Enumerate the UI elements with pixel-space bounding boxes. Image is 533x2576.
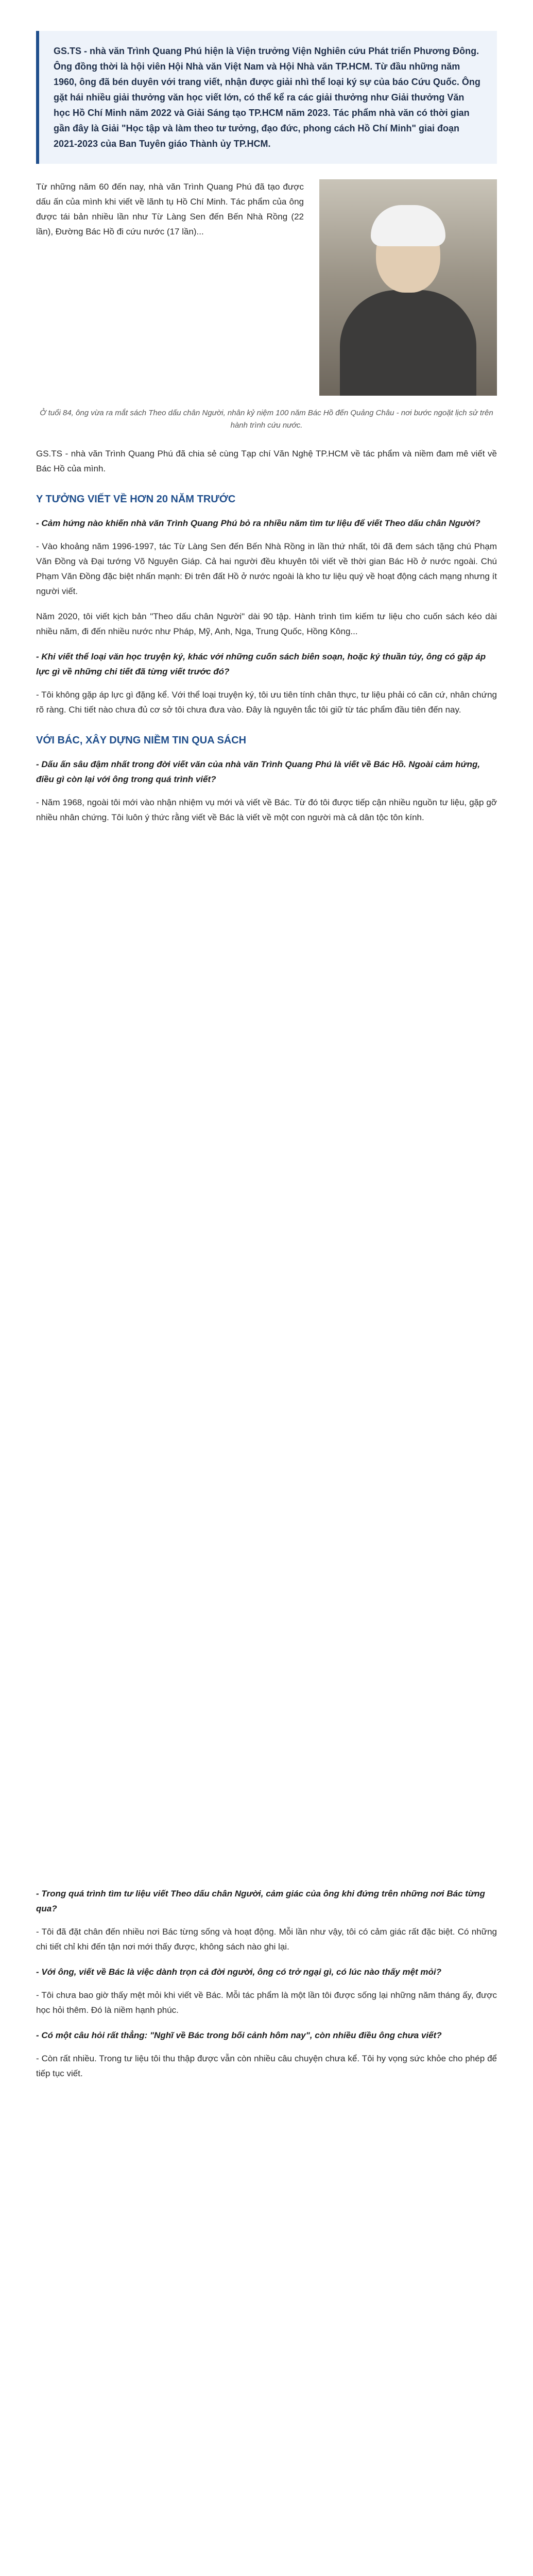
- photo-caption: Ở tuổi 84, ông vừa ra mắt sách Theo dấu chân Người, nhân kỷ niệm 100 năm Bác Hồ đến Quảng Châu - nơi bước ngoặt lịch sử trên hành trình cứu nước.: [40, 409, 493, 430]
- interview-question: - Khi viết thể loại văn học truyện ký, khác với những cuốn sách biên soạn, hoặc ký thuần túy, ông có gặp áp lực gì về những chi tiết đã từng viết trước đó?: [36, 652, 486, 676]
- paragraph: - Vào khoảng năm 1996-1997, tác Từ Làng Sen đến Bến Nhà Rồng in lần thứ nhất, tôi đã đem sách tặng chú Phạm Văn Đồng và Đại tướng Võ Nguyên Giáp. Cả hai người đều khuyên tôi viết về thời gian Bác Hồ ở nước ngoài. Chú Phạm Văn Đồng đặc biệt nhấn mạnh: Đi trên đất Hồ ở nước ngoài là kho tư liệu quý về hoạt động cách mạng nhưng ít người viết.: [36, 541, 497, 596]
- paragraph: - Còn rất nhiều. Trong tư liệu tôi thu thập được vẫn còn nhiều câu chuyện chưa kể. Tôi hy vọng sức khỏe cho phép để tiếp tục viết.: [36, 2054, 497, 2078]
- intro-box: GS.TS - nhà văn Trình Quang Phú hiện là Viện trưởng Viện Nghiên cứu Phát triển Phương Đông. Ông đồng thời là hội viên Hội Nhà văn Việt Nam và Hội Nhà văn TP.HCM. Từ đầu những năm 1960, ông đã bén duyên với trang viết, nhận được giải nhì thể loại ký sự của báo Cứu Quốc. Ông gặt hái nhiều giải thưởng văn học viết lớn, có thể kể ra các giải thưởng như Giải thưởng Văn học Hồ Chí Minh năm 2022 và Giải Sáng tạo TP.HCM năm 2023. Tác phẩm nhà văn có thời gian gần đây là Giải "Học tập và làm theo tư tưởng, đạo đức, phong cách Hồ Chí Minh" giai đoạn 2021-2023 của Ban Tuyên giáo Thành ủy TP.HCM.: [36, 31, 497, 164]
- paragraph: - Tôi chưa bao giờ thấy mệt mỏi khi viết về Bác. Mỗi tác phẩm là một lần tôi được sống lại những năm tháng ấy, được học hỏi thêm. Đó là niềm hạnh phúc.: [36, 1990, 497, 2015]
- interview-question: - Cảm hứng nào khiến nhà văn Trình Quang Phú bỏ ra nhiều năm tìm tư liệu để viết Theo dấu chân Người?: [36, 518, 480, 528]
- paragraph: GS.TS - nhà văn Trình Quang Phú đã chia sẻ cùng Tạp chí Văn Nghệ TP.HCM về tác phẩm và niềm đam mê viết về Bác Hồ của mình.: [36, 449, 497, 473]
- section-heading: Y TƯỞNG VIẾT VỀ HƠN 20 NĂM TRƯỚC: [36, 494, 236, 505]
- section-heading: VỚI BÁC, XÂY DỰNG NIỀM TIN QUA SÁCH: [36, 735, 247, 746]
- author-photo: [319, 179, 497, 396]
- photo-body-shape: [340, 290, 476, 396]
- paragraph: Năm 2020, tôi viết kịch bản "Theo dấu chân Người" dài 90 tập. Hành trình tìm kiếm tư liệu cho cuốn sách kéo dài nhiều năm, đi đến nhiều nước như Pháp, Mỹ, Anh, Nga, Trung Quốc, Hồng Kông...: [36, 612, 497, 636]
- article-continuation: [36, 2091, 497, 2576]
- article-continuation: [36, 835, 497, 1886]
- paragraph: - Năm 1968, ngoài tôi mới vào nhận nhiệm vụ mới và viết về Bác. Từ đó tôi được tiếp cận nhiều nguồn tư liệu, gặp gỡ nhiều nhân chứng. Tôi luôn ý thức rằng viết về Bác là viết về một con người mà cả dân tộc tôn kính.: [36, 798, 497, 822]
- paragraph: - Tôi đã đặt chân đến nhiều nơi Bác từng sống và hoạt động. Mỗi lần như vậy, tôi có cảm giác rất đặc biệt. Có những chi tiết chỉ khi đến tận nơi mới thấy được, không sách nào ghi lại.: [36, 1927, 497, 1952]
- paragraph: - Tôi không gặp áp lực gì đặng kể. Với thể loại truyện ký, tôi ưu tiên tính chân thực, tư liệu phải có căn cứ, nhân chứng rõ ràng. Chi tiết nào chưa đủ cơ sở tôi chưa đưa vào. Đây là nguyên tắc tôi giữ từ tác phẩm đầu tiên đến nay.: [36, 690, 497, 715]
- paragraph: Từ những năm 60 đến nay, nhà văn Trình Quang Phú đã tạo được dấu ấn của mình khi viết về lãnh tụ Hồ Chí Minh. Tác phẩm của ông được tái bản nhiều lần như Từ Làng Sen đến Bến Nhà Rồng (22 lần), Đường Bác Hồ đi cứu nước (17 lần)...: [36, 182, 304, 236]
- photo-hair-shape: [371, 205, 445, 246]
- interview-question: - Với ông, viết về Bác là việc dành trọn cả đời người, ông có trở ngại gì, có lúc nào thấy mệt mỏi?: [36, 1967, 442, 1977]
- interview-question: - Dấu ấn sâu đậm nhất trong đời viết văn của nhà văn Trình Quang Phú là viết về Bác Hồ. Ngoài cảm hứng, điều gì còn lại với ông trong quá trình viết?: [36, 759, 480, 784]
- interview-question: - Trong quá trình tìm tư liệu viết Theo dấu chân Người, cảm giác của ông khi đứng trên những nơi Bác từng qua?: [36, 1889, 485, 1913]
- interview-question: - Có một câu hỏi rất thẳng: "Nghĩ về Bác trong bối cảnh hôm nay", còn nhiều điều ông chưa viết?: [36, 2030, 442, 2040]
